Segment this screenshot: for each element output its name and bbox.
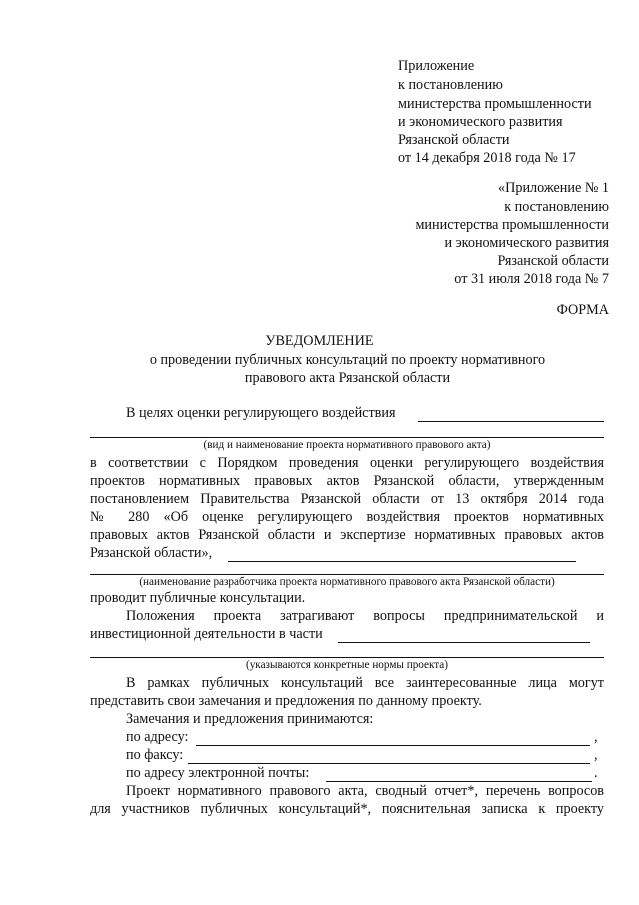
appendix2-line: от 31 июля 2018 года № 7 [454,271,609,287]
appendix2-line: «Приложение № 1 [498,180,609,196]
consult-text: проводит публичные консультации. [90,590,306,606]
document-title: УВЕДОМЛЕНИЕ [265,333,374,349]
caption-developer: (наименование разработчика проекта нормативного правового акта Рязанской области) [139,576,555,588]
document-subtitle: правового акта Рязанской области [244,370,451,386]
document-subtitle: о проведении публичных консультаций по проекту нормативного [149,352,546,368]
address-comma: , [594,729,598,745]
accepted-text: Замечания и предложения принимаются: [126,711,374,727]
body-line: № 280 «Об оценке регулирующего воздействия проектов нормативных [90,509,604,525]
appendix1-line: и экономического развития [398,114,563,130]
intro-text: В целях оценки регулирующего воздействия [126,405,396,421]
email-label: по адресу электронной почты: [126,765,310,781]
developer-field[interactable] [228,561,576,562]
project-text: Проект нормативного правового акта, сводный отчет*, перечень вопросов [126,783,604,799]
developer-field-line2[interactable] [90,574,604,575]
email-period: . [594,765,598,781]
appendix2-line: министерства промышленности [415,217,609,233]
email-field[interactable] [326,781,592,782]
appendix2-line: и экономического развития [444,235,609,251]
provisions-text: Положения проекта затрагивают вопросы предпринимательской и [126,608,604,624]
framework-text: В рамках публичных консультаций все заинтересованные лица могут [126,675,604,691]
caption-act: (вид и наименование проекта нормативного правового акта) [203,439,491,451]
provisions-field[interactable] [338,642,590,643]
appendix1-line: к постановлению [398,77,503,93]
appendix2-line: к постановлению [504,199,609,215]
appendix1-line: Рязанской области [398,132,510,148]
caption-norms: (указываются конкретные нормы проекта) [245,659,448,671]
fax-field[interactable] [188,763,590,764]
provisions-field-line2[interactable] [90,657,604,658]
appendix2-line: Рязанской области [497,253,609,269]
fax-label: по факсу: [126,747,184,763]
appendix1-line: министерства промышленности [398,96,592,112]
forma-label: ФОРМА [556,302,609,318]
body-line: в соответствии с Порядком проведения оценки регулирующего воздействия [90,455,604,471]
act-name-field[interactable] [418,421,604,422]
body-line: правовых актов Рязанской области и экспертизе нормативных правовых актов [90,527,604,543]
fax-comma: , [594,747,598,763]
appendix1-line: от 14 декабря 2018 года № 17 [398,150,576,166]
project-text-2: для участников публичных консультаций*, пояснительная записка к проекту [90,801,604,817]
appendix1-line: Приложение [398,58,475,74]
body-line: проектов нормативных правовых актов Рязанской области, утвержденным [90,473,604,489]
address-field[interactable] [196,745,590,746]
address-label: по адресу: [126,729,189,745]
body-line: постановлением Правительства Рязанской области от 13 октября 2014 года [90,491,604,507]
act-name-field-line2[interactable] [90,437,604,438]
body-line-last: Рязанской области», [90,545,213,561]
framework-text-2: представить свои замечания и предложения по данному проекту. [90,693,482,709]
provisions-text-2: инвестиционной деятельности в части [90,626,323,642]
